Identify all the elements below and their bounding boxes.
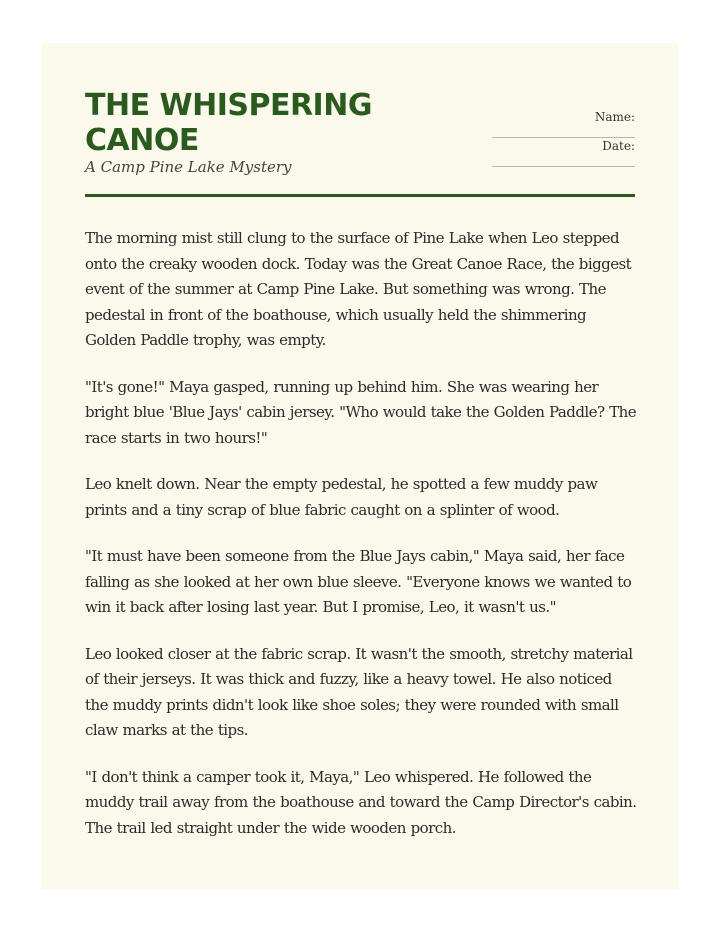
worksheet-page xyxy=(42,43,678,889)
header-divider xyxy=(85,194,635,197)
name-blank-line: ____________________________ xyxy=(492,125,635,138)
story-paragraph: "It must have been someone from the Blue Jays cabin," Maya said, her face falling as she looked at her own blue sleeve. "Everyone knows we wanted to win it back after losing last year. But I promise, Leo, it wasn't us." xyxy=(85,547,632,616)
worksheet-header xyxy=(85,88,635,193)
story-body xyxy=(85,226,637,862)
date-label: Date: xyxy=(602,139,635,153)
date-blank-line: ____________________________ xyxy=(492,154,635,167)
story-paragraph: Leo knelt down. Near the empty pedestal, he spotted a few muddy paw prints and a tiny scrap of blue fabric caught on a splinter of wood. xyxy=(85,475,598,519)
story-paragraph: "It's gone!" Maya gasped, running up behind him. She was wearing her bright blue 'Blue Jays' cabin jersey. "Who would take the Golden Paddle? The race starts in two hours!" xyxy=(85,377,637,447)
name-label: Name: xyxy=(594,110,635,124)
story-paragraph: "I don't think a camper took it, Maya," Leo whispered. He followed the muddy trail away from the boathouse and toward the Camp Director's cabin. The trail led straight under the wide wooden porch. xyxy=(85,767,637,837)
story-paragraph: Leo looked closer at the fabric scrap. It wasn't the smooth, stretchy material of their jerseys. It was thick and fuzzy, like a heavy towel. He also noticed the muddy prints didn't look like shoe soles; they were rounded with small claw marks at the tips. xyxy=(85,644,633,739)
story-paragraph: The morning mist still clung to the surface of Pine Lake when Leo stepped onto the creaky wooden dock. Today was the Great Canoe Race, the biggest event of the summer at Camp Pine Lake. But something was wrong. The pedestal in front of the boathouse, which usually held the shimmering Golden Paddle trophy, was empty. xyxy=(85,229,632,349)
page-title: THE WHISPERING CANOE xyxy=(85,88,372,158)
page-subtitle: A Camp Pine Lake Mystery xyxy=(85,158,292,176)
student-info-fields xyxy=(435,110,635,168)
